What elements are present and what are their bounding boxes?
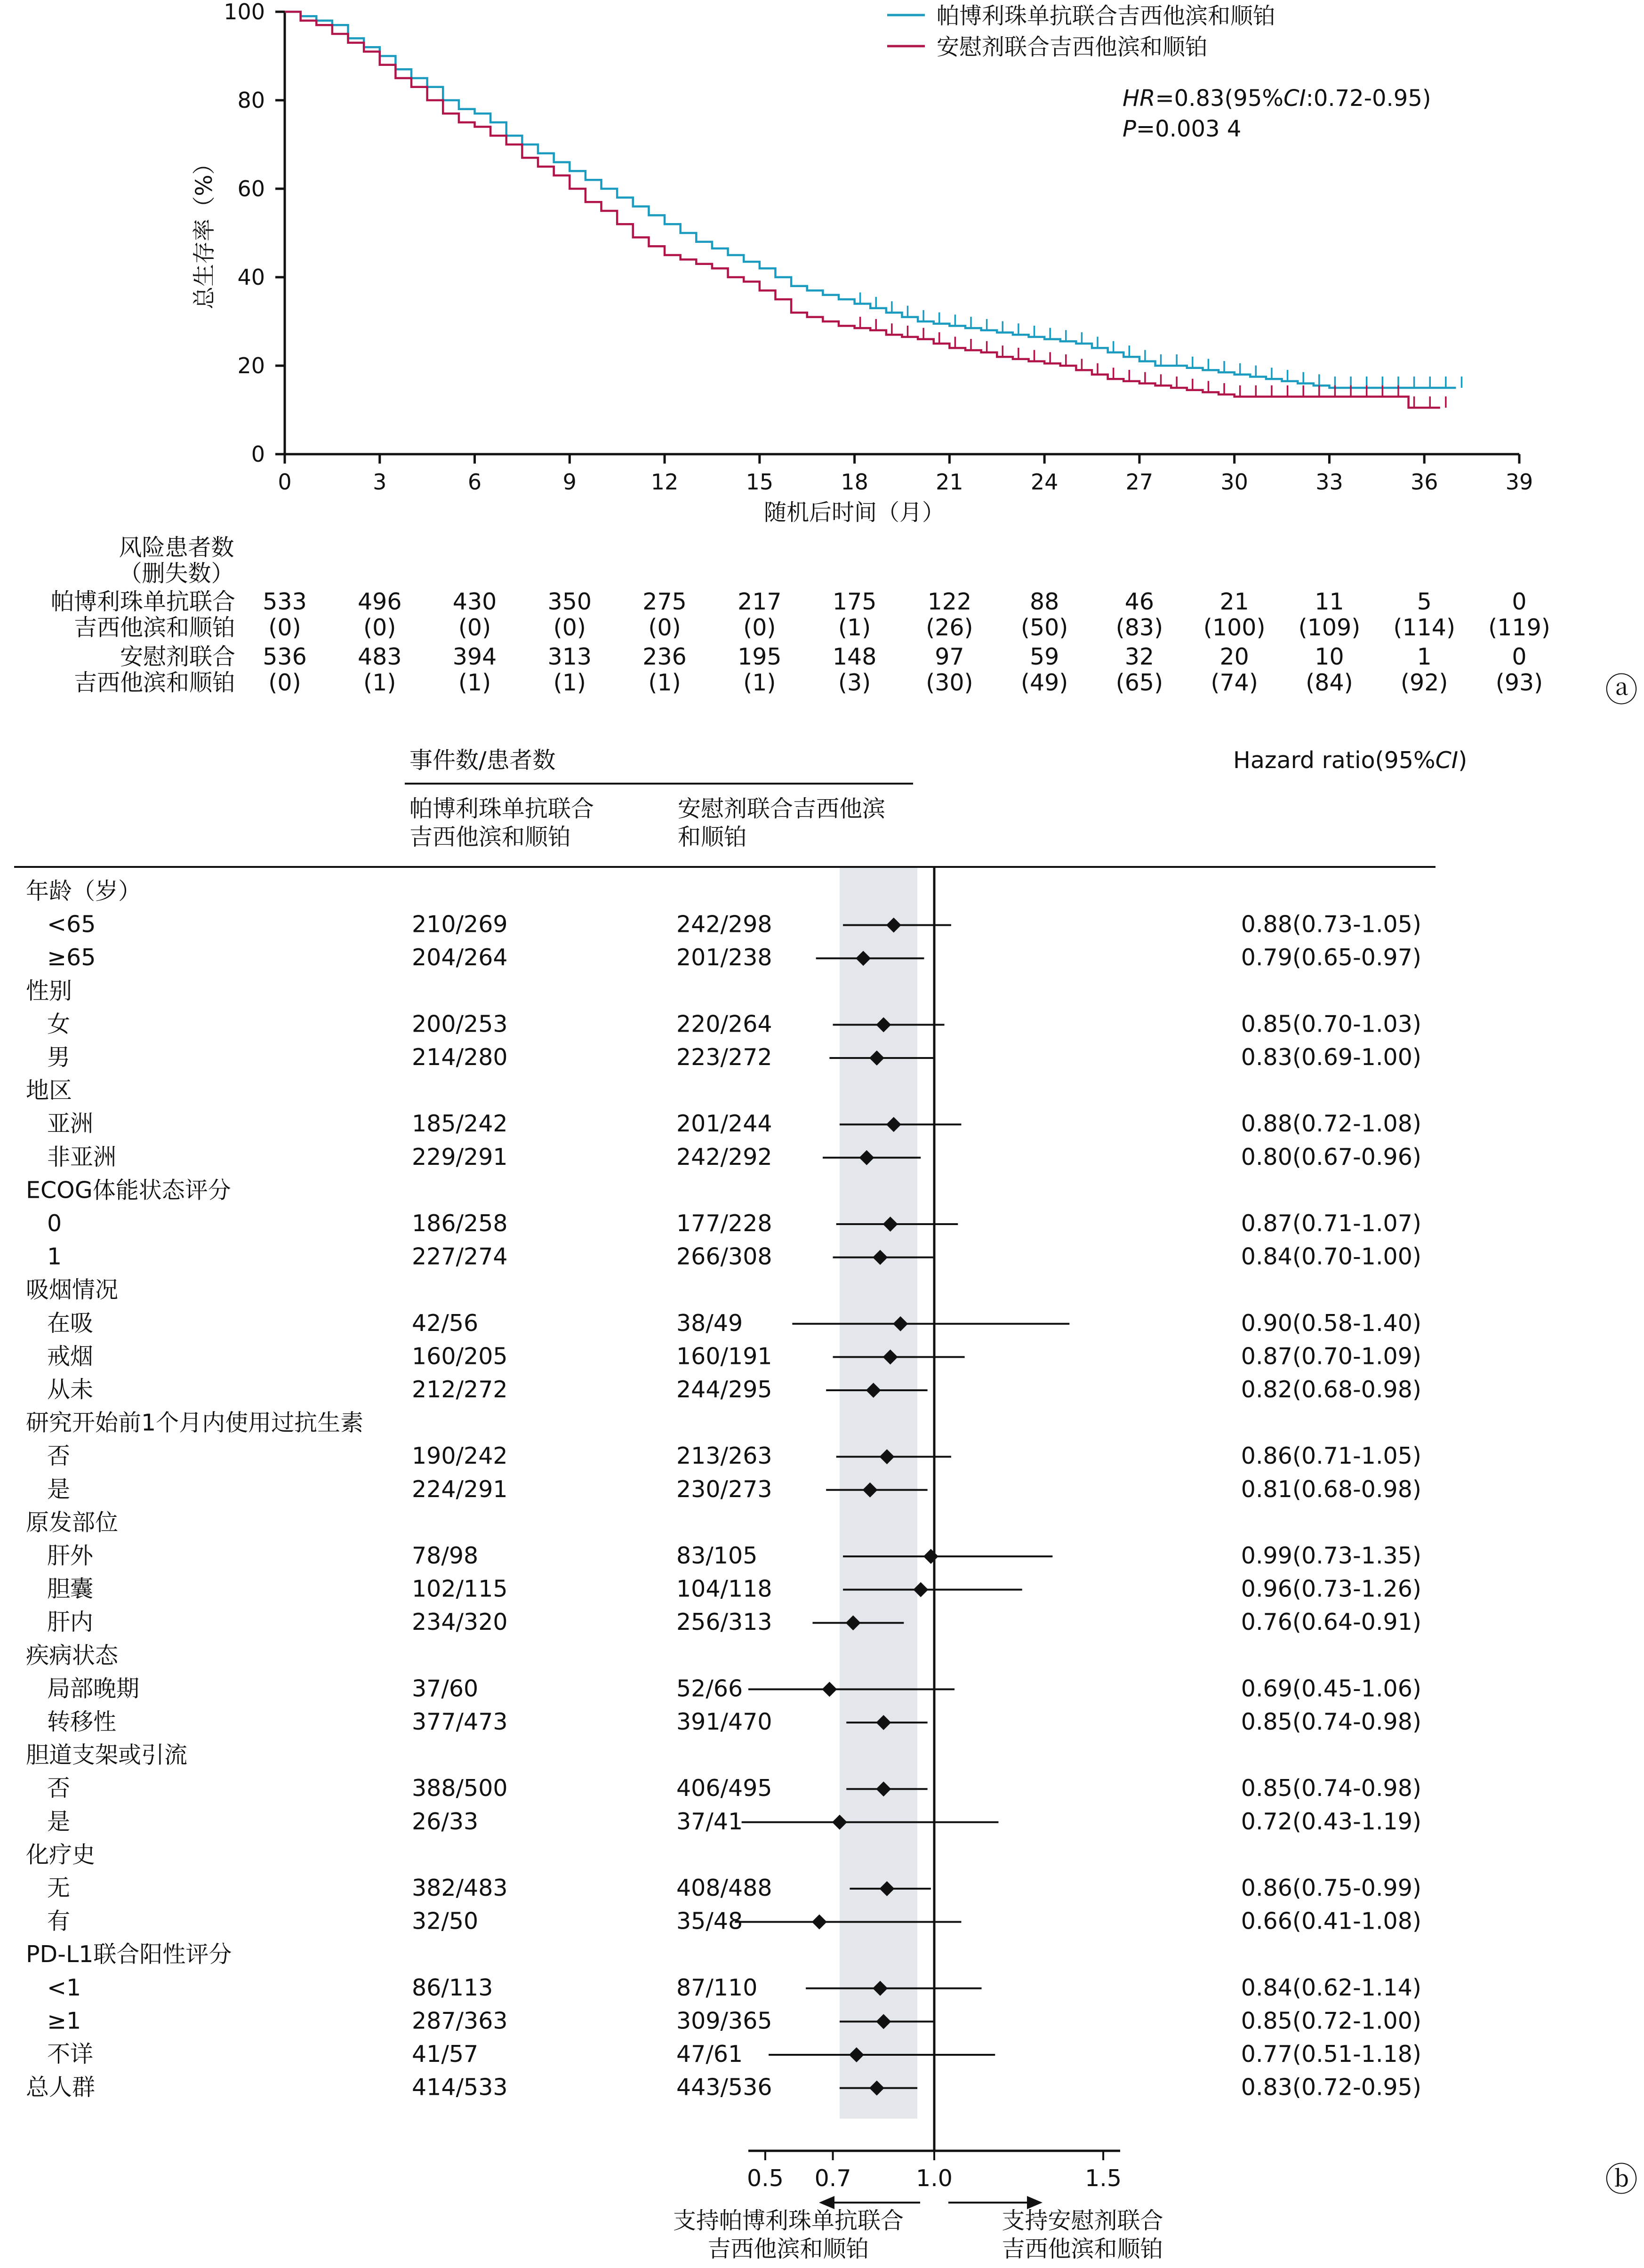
forest-events-pembrolizumab: 185/242 <box>412 1110 508 1138</box>
forest-hr-text: 0.86(0.71-1.05) <box>1241 1443 1421 1470</box>
forest-events-pembrolizumab: 388/500 <box>412 1775 508 1802</box>
risk-cell: 97 <box>935 643 964 670</box>
forest-hr-text: 0.77(0.51-1.18) <box>1241 2041 1421 2068</box>
km-x-tick-label: 9 <box>562 469 577 495</box>
forest-group-label: ECOG体能状态评分 <box>26 1177 231 1204</box>
forest-x-tick-label: 0.7 <box>814 2165 851 2192</box>
forest-events-pembrolizumab: 377/473 <box>412 1708 508 1735</box>
risk-cell: 195 <box>738 643 782 670</box>
forest-events-pembrolizumab: 190/242 <box>412 1443 508 1470</box>
risk-cell: (0) <box>363 614 396 641</box>
forest-events-pembrolizumab: 200/253 <box>412 1010 508 1038</box>
hr-value: =0.83(95% <box>1155 85 1283 112</box>
km-x-tick-label: 24 <box>1030 469 1059 495</box>
forest-row-label: 肝外 <box>47 1542 94 1569</box>
risk-cell: 275 <box>642 588 687 615</box>
risk-cell: (1) <box>648 669 681 696</box>
forest-group-label: 性别 <box>26 977 72 1004</box>
forest-hr-point <box>923 1549 938 1564</box>
forest-row-label: 戒烟 <box>47 1343 94 1370</box>
forest-hr-text: 0.82(0.68-0.98) <box>1241 1376 1421 1403</box>
forest-row-label: 男 <box>47 1044 71 1071</box>
forest-hr-text: 0.99(0.73-1.35) <box>1241 1542 1421 1569</box>
risk-row-label: 吉西他滨和顺铂 <box>73 669 235 696</box>
km-legend <box>887 3 1275 60</box>
forest-axis <box>747 867 1122 2209</box>
forest-row-label: 女 <box>47 1010 71 1038</box>
risk-cell: (30) <box>926 669 973 696</box>
forest-row-label: 1 <box>47 1243 62 1270</box>
forest-group-label: 地区 <box>26 1077 72 1104</box>
risk-cell: (1) <box>458 669 491 696</box>
forest-row-label: 是 <box>47 1475 71 1503</box>
forest-events-pembrolizumab: 86/113 <box>412 1974 493 2001</box>
forest-group-label: 化疗史 <box>26 1841 96 1868</box>
forest-hr-point <box>822 1682 837 1697</box>
forest-events-pembrolizumab: 32/50 <box>412 1907 479 1935</box>
risk-cell: 496 <box>358 588 402 615</box>
risk-cell: 394 <box>452 643 497 670</box>
risk-cell: (0) <box>268 669 301 696</box>
forest-events-pembrolizumab: 287/363 <box>412 2007 508 2035</box>
risk-table-subtitle: （删失数） <box>119 560 234 587</box>
forest-events-placebo: 213/263 <box>676 1443 772 1470</box>
forest-events-placebo: 242/298 <box>676 911 772 938</box>
forest-hr-text: 0.85(0.74-0.98) <box>1241 1775 1421 1802</box>
forest-events-placebo: 87/110 <box>676 1974 758 2001</box>
forest-row-label: 不详 <box>47 2041 94 2068</box>
km-y-tick-label: 0 <box>251 441 265 467</box>
forest-events-placebo: 177/228 <box>676 1210 772 1237</box>
forest-events-pembrolizumab: 204/264 <box>412 944 508 971</box>
km-x-tick-label: 0 <box>278 469 292 495</box>
forest-hr-text: 0.87(0.71-1.07) <box>1241 1210 1421 1237</box>
forest-events-pembrolizumab: 227/274 <box>412 1243 508 1270</box>
forest-row-label: 总人群 <box>26 2074 96 2101</box>
forest-hr-text: 0.84(0.62-1.14) <box>1241 1974 1421 2001</box>
forest-events-placebo: 47/61 <box>676 2041 743 2068</box>
risk-cell: (0) <box>648 614 681 641</box>
risk-cell: 0 <box>1512 588 1527 615</box>
risk-cell: 88 <box>1029 588 1059 615</box>
risk-cell: 430 <box>452 588 497 615</box>
events-header: 事件数/患者数 <box>409 747 556 774</box>
risk-table-title: 风险患者数 <box>119 534 234 561</box>
forest-hr-text: 0.84(0.70-1.00) <box>1241 1243 1421 1270</box>
km-curve-placebo <box>285 12 1440 408</box>
forest-hr-text: 0.69(0.45-1.06) <box>1241 1675 1421 1702</box>
risk-cell: (93) <box>1495 669 1543 696</box>
forest-row-label: 否 <box>47 1775 71 1802</box>
forest-row-label: 在吸 <box>47 1309 94 1337</box>
forest-group-label: 原发部位 <box>26 1509 119 1536</box>
hr-header-ci: CI <box>1435 747 1459 774</box>
forest-events-placebo: 35/48 <box>676 1907 743 1935</box>
km-x-tick-label: 27 <box>1125 469 1154 495</box>
risk-cell: 5 <box>1417 588 1432 615</box>
forest-events-placebo: 104/118 <box>676 1575 772 1603</box>
forest-events-pembrolizumab: 210/269 <box>412 911 508 938</box>
forest-row-label: 有 <box>47 1907 71 1935</box>
forest-row-label: 胆囊 <box>47 1575 94 1603</box>
forest-events-pembrolizumab: 382/483 <box>412 1875 508 1901</box>
risk-cell: 175 <box>832 588 877 615</box>
risk-cell: (109) <box>1298 614 1361 641</box>
risk-cell: (0) <box>458 614 491 641</box>
forest-group-label: 吸烟情况 <box>26 1276 119 1304</box>
forest-events-placebo: 391/470 <box>676 1708 772 1735</box>
km-p-annotation <box>1123 116 1241 142</box>
forest-hr-text: 0.81(0.68-0.98) <box>1241 1475 1421 1503</box>
forest-row-label: 从未 <box>47 1376 94 1403</box>
forest-group-label: 疾病状态 <box>26 1642 119 1669</box>
legend-label-pembrolizumab: 帕博利珠单抗联合吉西他滨和顺铂 <box>937 3 1276 29</box>
km-y-tick-label: 100 <box>224 0 265 24</box>
risk-cell: (114) <box>1393 614 1456 641</box>
forest-x-tick-label: 1.5 <box>1085 2165 1122 2192</box>
col1-header-line1: 帕博利珠单抗联合 <box>409 795 594 822</box>
risk-cell: 217 <box>738 588 782 615</box>
forest-events-pembrolizumab: 234/320 <box>412 1609 508 1636</box>
forest-hr-text: 0.79(0.65-0.97) <box>1241 944 1421 971</box>
forest-events-pembrolizumab: 212/272 <box>412 1376 508 1403</box>
hr-header-start: Hazard ratio(95% <box>1233 747 1435 774</box>
forest-panel <box>14 747 1638 2262</box>
p-symbol: P <box>1123 116 1136 142</box>
forest-hr-text: 0.85(0.74-0.98) <box>1241 1708 1421 1735</box>
risk-cell: 148 <box>832 643 877 670</box>
km-x-tick-label: 39 <box>1505 469 1533 495</box>
forest-hr-text: 0.90(0.58-1.40) <box>1241 1309 1421 1337</box>
risk-cell: 1 <box>1417 643 1432 670</box>
km-y-axis-title: 总生存率（%） <box>191 152 217 309</box>
forest-rows <box>26 878 1421 2101</box>
forest-events-pembrolizumab: 37/60 <box>412 1675 479 1702</box>
favor-left-line1: 支持帕博利珠单抗联合 <box>673 2207 904 2234</box>
risk-cell: (83) <box>1115 614 1163 641</box>
forest-row-label: ≥1 <box>47 2007 81 2035</box>
km-x-tick-label: 6 <box>467 469 482 495</box>
risk-cell: (1) <box>363 669 396 696</box>
risk-cell: (0) <box>268 614 301 641</box>
ci-value: :0.72-0.95) <box>1306 85 1431 112</box>
forest-events-placebo: 37/41 <box>676 1808 743 1835</box>
favor-left-line2: 吉西他滨和顺铂 <box>707 2236 869 2262</box>
km-x-tick-label: 15 <box>746 469 774 495</box>
forest-events-placebo: 244/295 <box>676 1376 772 1403</box>
km-y-tick-label: 20 <box>237 353 265 378</box>
km-axes <box>224 0 1533 495</box>
forest-events-placebo: 201/238 <box>676 944 772 971</box>
risk-cell: (1) <box>838 614 871 641</box>
risk-table <box>51 534 1550 696</box>
forest-events-placebo: 408/488 <box>676 1875 772 1901</box>
forest-events-placebo: 223/272 <box>676 1044 772 1071</box>
forest-row-label: 亚洲 <box>47 1110 94 1138</box>
risk-cell: 533 <box>263 588 307 615</box>
risk-cell: 313 <box>547 643 592 670</box>
forest-row-label: <65 <box>47 911 96 938</box>
forest-events-placebo: 406/495 <box>676 1775 772 1802</box>
km-y-tick-label: 80 <box>237 88 265 113</box>
forest-events-pembrolizumab: 214/280 <box>412 1044 508 1071</box>
risk-cell: (0) <box>743 614 776 641</box>
forest-hr-text: 0.87(0.70-1.09) <box>1241 1343 1421 1370</box>
km-x-tick-label: 36 <box>1410 469 1438 495</box>
forest-hr-text: 0.88(0.73-1.05) <box>1241 911 1421 938</box>
forest-row-label: 转移性 <box>47 1708 117 1735</box>
risk-cell: 11 <box>1315 588 1344 615</box>
forest-x-tick-label: 0.5 <box>746 2165 784 2192</box>
col2-header-line1: 安慰剂联合吉西他滨 <box>678 795 886 822</box>
risk-cell: 122 <box>927 588 972 615</box>
risk-cell: (3) <box>838 669 871 696</box>
forest-events-pembrolizumab: 186/258 <box>412 1210 508 1237</box>
km-x-tick-label: 12 <box>650 469 679 495</box>
forest-events-placebo: 83/105 <box>676 1542 758 1569</box>
hr-header-end: ) <box>1458 747 1468 774</box>
risk-cell: (1) <box>553 669 586 696</box>
risk-cell: (92) <box>1400 669 1448 696</box>
forest-row-label: 局部晚期 <box>47 1675 140 1702</box>
forest-group-label: 胆道支架或引流 <box>26 1741 188 1769</box>
km-y-tick-label: 60 <box>237 176 265 201</box>
forest-x-tick-label: 1.0 <box>916 2165 953 2192</box>
risk-cell: (100) <box>1203 614 1266 641</box>
forest-group-label: 年龄（岁） <box>26 878 142 905</box>
risk-cell: (74) <box>1211 669 1258 696</box>
forest-events-placebo: 220/264 <box>676 1010 772 1038</box>
forest-events-placebo: 256/313 <box>676 1609 772 1636</box>
forest-events-pembrolizumab: 26/33 <box>412 1808 479 1835</box>
col2-header-line2: 和顺铂 <box>678 824 747 850</box>
risk-cell: 0 <box>1512 643 1527 670</box>
forest-row-label: 非亚洲 <box>47 1143 117 1170</box>
risk-cell: (50) <box>1020 614 1068 641</box>
hr-symbol: HR <box>1123 85 1155 112</box>
forest-events-placebo: 38/49 <box>676 1309 743 1337</box>
risk-cell: 46 <box>1124 588 1155 615</box>
forest-hr-text: 0.66(0.41-1.08) <box>1241 1907 1421 1935</box>
km-x-tick-label: 21 <box>936 469 963 495</box>
legend-label-placebo: 安慰剂联合吉西他滨和顺铂 <box>937 34 1208 60</box>
forest-hr-point <box>812 1915 827 1930</box>
risk-row-label: 安慰剂联合 <box>120 643 235 670</box>
risk-cell: 236 <box>642 643 687 670</box>
forest-group-label: PD-L1联合阳性评分 <box>26 1941 232 1968</box>
km-x-tick-label: 33 <box>1315 469 1343 495</box>
col1-header-line2: 吉西他滨和顺铂 <box>409 824 571 850</box>
risk-cell: (0) <box>553 614 586 641</box>
forest-hr-text: 0.85(0.72-1.00) <box>1241 2007 1421 2035</box>
km-x-axis-title: 随机后时间（月） <box>763 499 945 526</box>
km-x-tick-label: 18 <box>841 469 868 495</box>
forest-row-label: 是 <box>47 1808 71 1835</box>
forest-events-placebo: 160/191 <box>676 1343 772 1370</box>
forest-events-pembrolizumab: 41/57 <box>412 2041 479 2068</box>
km-curve-pembrolizumab <box>285 12 1456 388</box>
forest-row-label: 0 <box>47 1210 62 1237</box>
km-panel <box>51 0 1638 709</box>
forest-row-label: 无 <box>47 1875 71 1901</box>
forest-hr-text: 0.85(0.70-1.03) <box>1241 1010 1421 1038</box>
risk-cell: 20 <box>1219 643 1249 670</box>
km-curves <box>285 12 1461 408</box>
forest-group-label: 研究开始前1个月内使用过抗生素 <box>26 1409 364 1436</box>
km-y-tick-label: 40 <box>237 264 265 290</box>
km-hr-annotation <box>1123 85 1431 112</box>
risk-cell: 32 <box>1124 643 1155 670</box>
favor-right-line2: 吉西他滨和顺铂 <box>1002 2236 1163 2262</box>
forest-row-label: 肝内 <box>47 1609 94 1636</box>
forest-events-placebo: 201/244 <box>676 1110 772 1138</box>
forest-events-placebo: 52/66 <box>676 1675 743 1702</box>
forest-events-pembrolizumab: 42/56 <box>412 1309 479 1337</box>
risk-cell: 10 <box>1315 643 1344 670</box>
risk-cell: (65) <box>1115 669 1163 696</box>
forest-row-label: 否 <box>47 1443 71 1470</box>
forest-hr-text: 0.80(0.67-0.96) <box>1241 1143 1421 1170</box>
forest-events-pembrolizumab: 229/291 <box>412 1143 508 1170</box>
risk-cell: (1) <box>743 669 776 696</box>
risk-cell: 536 <box>263 643 307 670</box>
forest-events-placebo: 242/292 <box>676 1143 772 1170</box>
forest-events-placebo: 443/536 <box>676 2074 772 2101</box>
forest-hr-text: 0.86(0.75-0.99) <box>1241 1875 1421 1901</box>
risk-cell: (49) <box>1020 669 1068 696</box>
forest-events-placebo: 230/273 <box>676 1475 772 1503</box>
hr-header <box>1233 747 1467 774</box>
risk-cell: 350 <box>547 588 592 615</box>
forest-row-label: ≥65 <box>47 944 96 971</box>
risk-cell: 483 <box>358 643 402 670</box>
risk-cell: 21 <box>1219 588 1249 615</box>
forest-events-pembrolizumab: 160/205 <box>412 1343 508 1370</box>
risk-cell: (26) <box>926 614 973 641</box>
forest-events-placebo: 266/308 <box>676 1243 772 1270</box>
km-x-tick-label: 3 <box>373 469 387 495</box>
forest-events-pembrolizumab: 78/98 <box>412 1542 479 1569</box>
risk-cell: (84) <box>1306 669 1353 696</box>
forest-hr-text: 0.96(0.73-1.26) <box>1241 1575 1421 1603</box>
forest-events-pembrolizumab: 224/291 <box>412 1475 508 1503</box>
favor-right-line1: 支持安慰剂联合 <box>1002 2207 1163 2234</box>
forest-hr-text: 0.88(0.72-1.08) <box>1241 1110 1421 1138</box>
forest-hr-text: 0.83(0.69-1.00) <box>1241 1044 1421 1071</box>
p-value: =0.003 4 <box>1136 116 1242 142</box>
risk-cell: (119) <box>1488 614 1550 641</box>
km-x-tick-label: 30 <box>1220 469 1248 495</box>
ci-symbol: CI <box>1283 85 1306 112</box>
forest-hr-text: 0.72(0.43-1.19) <box>1241 1808 1421 1835</box>
panel-label-a: ⓐ <box>1605 671 1638 709</box>
risk-row-label: 帕博利珠单抗联合 <box>50 588 235 615</box>
risk-row-label: 吉西他滨和顺铂 <box>73 614 235 641</box>
panel-label-b: ⓑ <box>1605 2160 1638 2199</box>
forest-events-pembrolizumab: 414/533 <box>412 2074 508 2101</box>
risk-cell: 59 <box>1029 643 1059 670</box>
forest-events-placebo: 309/365 <box>676 2007 772 2035</box>
forest-hr-text: 0.76(0.64-0.91) <box>1241 1609 1421 1636</box>
forest-hr-text: 0.83(0.72-0.95) <box>1241 2074 1421 2101</box>
forest-events-pembrolizumab: 102/115 <box>412 1575 508 1603</box>
forest-row-label: <1 <box>47 1974 81 2001</box>
